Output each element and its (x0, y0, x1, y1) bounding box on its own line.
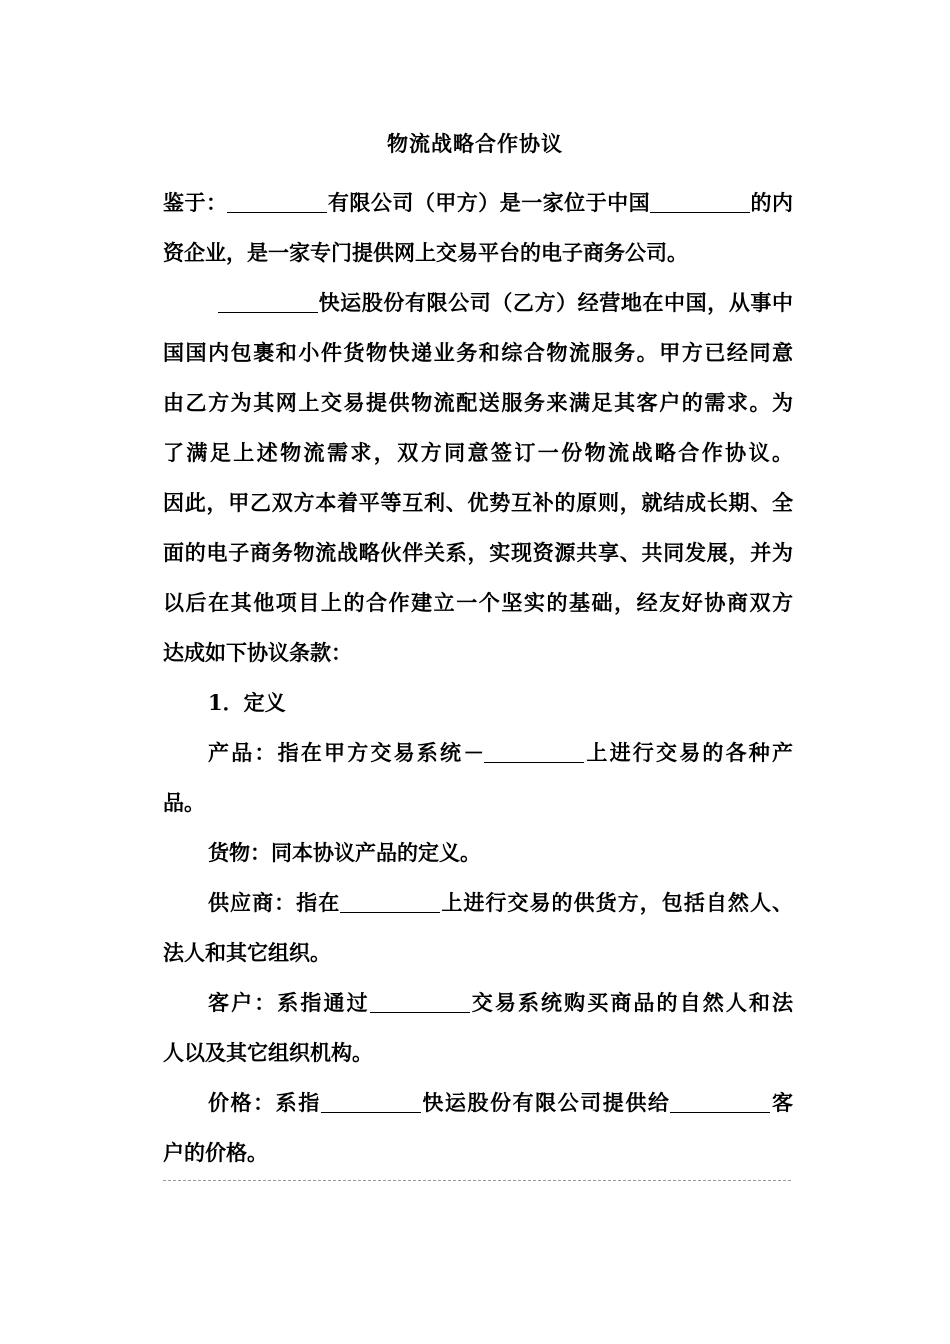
fill-blank[interactable] (227, 192, 327, 213)
text-segment: 达成如下协议条款： (163, 640, 352, 665)
text-segment: 资企业，是一家专门提供网上交易平台的电子商务公司。 (163, 240, 688, 265)
party-b-line-4 (163, 438, 793, 468)
principle-line-3 (163, 588, 793, 618)
preamble-line-1 (163, 188, 793, 218)
definition-product-line-2 (163, 788, 793, 818)
text-segment: 因此，甲乙双方本着平等互利、优势互补的原则，就结成长期、全 (163, 490, 793, 515)
fill-blank[interactable] (218, 292, 318, 313)
text-segment: 户的价格。 (163, 1140, 268, 1165)
party-b-line-1 (218, 288, 793, 318)
definition-price-line-2 (163, 1138, 793, 1168)
fill-blank[interactable] (484, 742, 584, 763)
section-heading-definitions (208, 688, 793, 718)
principle-line-1 (163, 488, 793, 518)
fill-blank[interactable] (650, 192, 750, 213)
definition-price-line-1 (208, 1088, 793, 1118)
definition-product-line-1 (208, 738, 793, 768)
fill-blank[interactable] (340, 892, 440, 913)
text-segment: 了满足上述物流需求，双方同意签订一份物流战略合作协议。 (163, 440, 793, 465)
text-segment: 交易系统购买商品的自然人和法 (469, 990, 793, 1015)
fill-blank[interactable] (670, 1092, 770, 1113)
text-segment: 品。 (163, 790, 205, 815)
document-title: 物流战略合作协议 (387, 131, 563, 156)
definition-supplier-line-1 (208, 888, 793, 918)
text-segment: 的内 (750, 190, 793, 215)
text-segment: 由乙方为其网上交易提供物流配送服务来满足其客户的需求。为 (163, 390, 793, 415)
text-segment: 产品：指在甲方交易系统－ (208, 740, 485, 765)
text-segment: 快运股份有限公司提供给 (420, 1090, 671, 1115)
text-segment: 客 (770, 1090, 793, 1115)
definition-customer-line-2 (163, 1038, 793, 1068)
text-segment: 快运股份有限公司（乙方）经营地在中国，从事中 (318, 290, 793, 315)
text-segment: 价格：系指 (208, 1090, 321, 1115)
definition-supplier-line-2 (163, 938, 793, 968)
text-segment: 以后在其他项目上的合作建立一个坚实的基础，经友好协商双方 (163, 590, 793, 615)
text-segment: 货物：同本协议产品的定义。 (208, 840, 481, 865)
fill-blank[interactable] (370, 992, 470, 1013)
text-segment: 客户：系指通过 (208, 990, 370, 1015)
preamble-line-2 (163, 238, 793, 268)
text-segment: 人以及其它组织机构。 (163, 1040, 373, 1065)
party-b-line-3 (163, 388, 793, 418)
definition-customer-line-1 (208, 988, 793, 1018)
fill-blank[interactable] (321, 1092, 421, 1113)
text-segment: 供应商：指在 (208, 890, 341, 915)
party-b-line-2 (163, 338, 793, 368)
text-segment: 上进行交易的各种产 (584, 740, 793, 765)
text-segment: 1．定义 (208, 690, 286, 715)
text-segment: 鉴于： (163, 190, 228, 215)
text-segment: 国国内包裹和小件货物快递业务和综合物流服务。甲方已经同意 (163, 340, 793, 365)
principle-line-2 (163, 538, 793, 568)
text-segment: 有限公司（甲方）是一家位于中国 (327, 190, 651, 215)
text-segment: 法人和其它组织。 (163, 940, 331, 965)
page-footer-divider (163, 1180, 791, 1181)
definition-goods (208, 838, 793, 868)
text-segment: 面的电子商务物流战略伙伴关系，实现资源共享、共同发展，并为 (163, 540, 793, 565)
text-segment: 上进行交易的供货方，包括自然人、 (440, 890, 793, 915)
principle-line-4 (163, 638, 793, 668)
